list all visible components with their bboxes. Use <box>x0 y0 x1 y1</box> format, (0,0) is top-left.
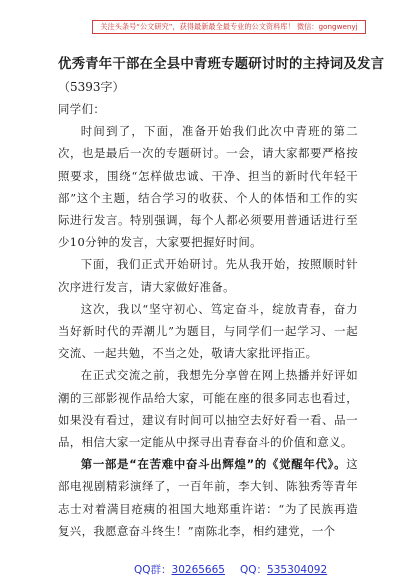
paragraph-5-heading: 第一部是“在苦难中奋斗出辉煌”的《觉醒年代》。 <box>80 457 347 472</box>
paragraph-5-text: 这部电视剧精彩演绎了，一百年前，李大钊、陈独秀等青年志士对着满目疮痍的祖国大地郑重许诺：“为了民族再造复兴，我愿意奋斗终生！”南陈北李，相约建党，一个 <box>58 457 358 538</box>
paragraph-4: 在正式交流之前，我想先分享曾在网上热播并好评如潮的三部影视作品给大家，可能在座的很多同志也看过，如果没有看过，建议有时间可以抽空去好好看一看、品一品，相信大家一定能从中探寻出青春奋斗的价值和意义。 <box>58 368 358 450</box>
word-count: （5393字） <box>58 80 125 94</box>
qq-contact-number[interactable]: 535304092 <box>267 564 328 576</box>
qq-group-number[interactable]: 30265665 <box>171 564 225 576</box>
qq-group <box>134 562 225 577</box>
qq-group-label: QQ群： <box>134 564 172 576</box>
document-body <box>58 54 385 542</box>
promo-banner: 关注头条号“公文研究”，获得最新最全最专业的公文资料库！ 微信：gongwenyj <box>92 20 366 34</box>
paragraph-5 <box>58 453 358 542</box>
qq-contact <box>240 562 327 577</box>
qq-contact-label: QQ： <box>240 564 268 576</box>
document-title: 优秀青年干部在全县中青班专题研讨时的主持词及发言 <box>58 57 385 72</box>
paragraph-2: 下面，我们正式开始研讨。先从我开始，按照顺时针次序进行发言，请大家做好准备。 <box>58 257 358 294</box>
greeting: 同学们： <box>58 102 106 116</box>
paragraph-1: 时间到了，下面，准备开始我们此次中青班的第二次，也是最后一次的专题研讨。一会，请大家都要严格按照要求，围绕“怎样做忠诚、干净、担当的新时代年轻干部”这个主题，结合学习的收获、个人的体悟和工作的实际进行发言。特别强调，每个人都必须要用普通话进行至少10分钟的发言，大家要把握好时间。 <box>58 124 358 250</box>
paragraph-3: 这次，我以“坚守初心、笃定奋斗，绽放青春，奋力当好新时代的弄潮儿”为题目，与同学们一起学习、一起交流、一起共勉，不当之处，敬请大家批评指正。 <box>58 301 358 361</box>
